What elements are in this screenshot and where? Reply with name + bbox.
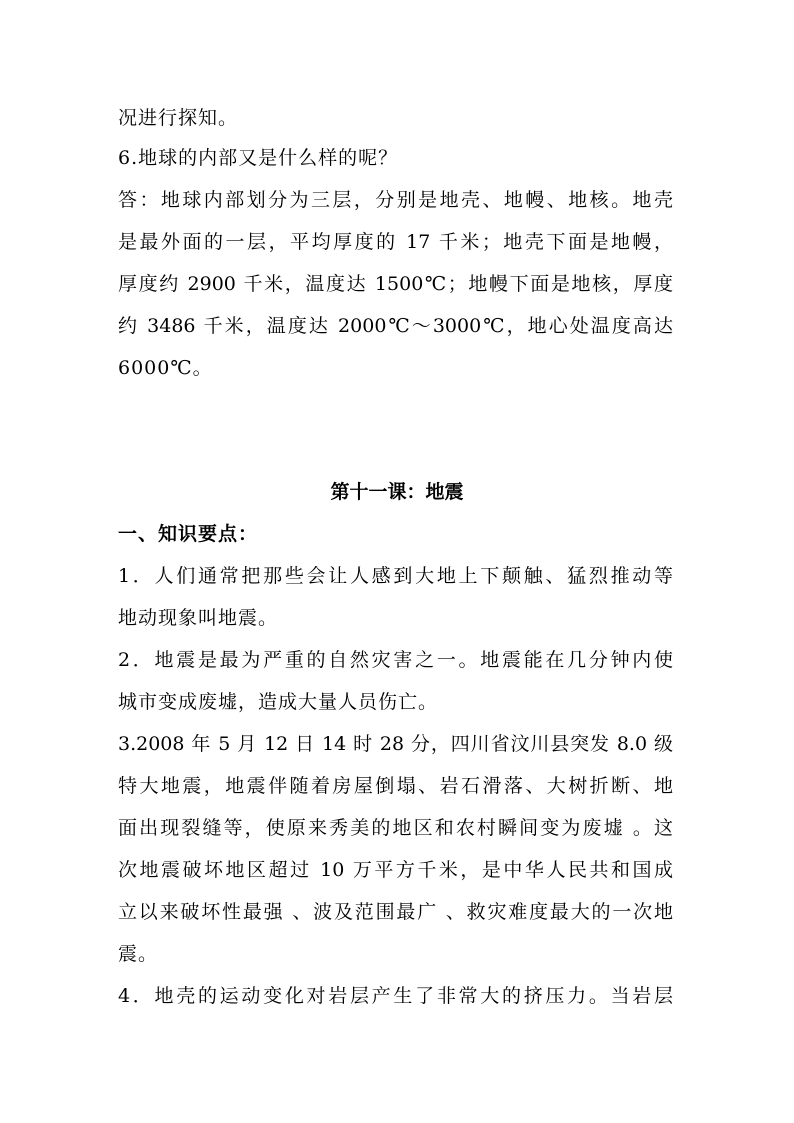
knowledge-line: 面出现裂缝等，使原来秀美的地区和农村瞬间变为废墟 。这 [118, 817, 673, 839]
answer-line: 答：地球内部划分为三层，分别是地壳、地幔、地核。地壳 [118, 189, 673, 211]
knowledge-line: 立以来破坏性最强 、波及范围最广 、救灾难度最大的一次地 [118, 901, 673, 923]
knowledge-line: 次地震破坏地区超过 10 万平方千米，是中华人民共和国成 [118, 859, 673, 881]
knowledge-line: 1．人们通常把那些会让人感到大地上下颠触、猛烈推动等 [118, 565, 673, 587]
lesson-title: 第十一课：地震 [330, 481, 464, 503]
knowledge-line: 震。 [118, 943, 159, 965]
answer-line: 厚度约 2900 千米，温度达 1500℃；地幔下面是地核，厚度 [118, 273, 673, 295]
knowledge-line: 城市变成废墟，造成大量人员伤亡。 [118, 691, 439, 713]
knowledge-line: 4．地壳的运动变化对岩层产生了非常大的挤压力。当岩层 [118, 985, 673, 1007]
answer-line: 约 3486 千米，温度达 2000℃～3000℃，地心处温度高达 [118, 315, 673, 337]
knowledge-line: 地动现象叫地震。 [118, 607, 279, 629]
knowledge-line: 特大地震，地震伴随着房屋倒塌、岩石滑落、大树折断、地 [118, 775, 673, 797]
paragraph-line: 况进行探知。 [118, 107, 239, 129]
knowledge-line: 2．地震是最为严重的自然灾害之一。地震能在几分钟内使 [118, 649, 673, 671]
knowledge-line: 3.2008 年 5 月 12 日 14 时 28 分，四川省汶川县突发 8.0 级 [118, 733, 673, 755]
answer-line: 是最外面的一层，平均厚度的 17 千米；地壳下面是地幔， [118, 231, 673, 253]
question-line: 6.地球的内部又是什么样的呢？ [118, 147, 399, 169]
answer-line: 6000℃。 [118, 357, 213, 379]
section-heading: 一、知识要点： [118, 523, 259, 545]
